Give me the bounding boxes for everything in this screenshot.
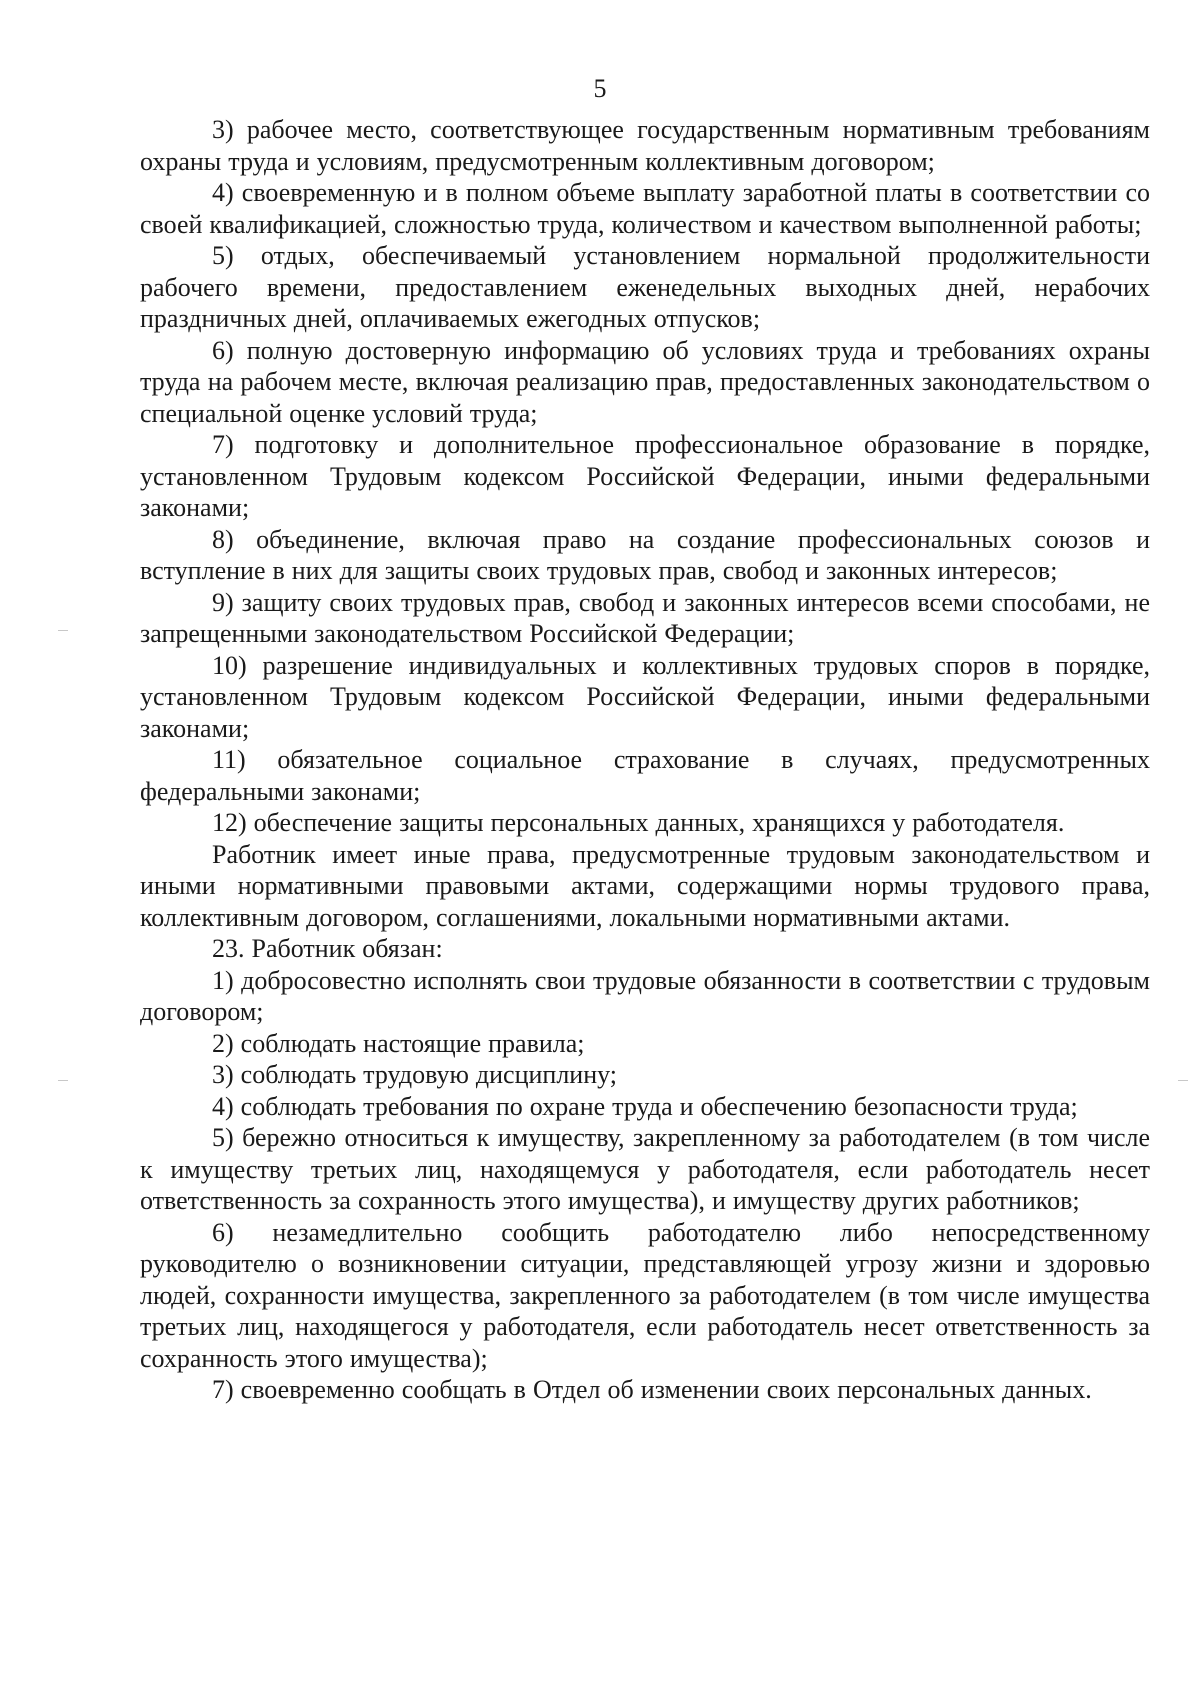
paragraph-item-3: 3) рабочее место, соответствующее государственным нормативным требованиям охраны труда и условиям, предусмотренным коллективным договором;	[140, 115, 1150, 176]
duty-item-7: 7) своевременно сообщать в Отдел об изменении своих персональных данных.	[212, 1375, 1092, 1404]
document-body	[140, 114, 1150, 1406]
scan-mark-right	[1178, 1080, 1188, 1081]
paragraph-item-10: 10) разрешение индивидуальных и коллективных трудовых споров в порядке, установленном Трудовым кодексом Российской Федерации, иными федеральными законами;	[140, 650, 1150, 743]
section-heading-23: 23. Работник обязан:	[212, 934, 443, 963]
paragraph-item-4: 4) своевременную и в полном объеме выплату заработной платы в соответствии со своей квалификацией, сложностью труда, количеством и качеством выполненной работы;	[140, 178, 1150, 239]
duty-item-5: 5) бережно относиться к имуществу, закрепленному за работодателем (в том числе к имуществу третьих лиц, находящемуся у работодателя, если работодатель несет ответственность за сохранность этого имущества), и имуществу других работников;	[140, 1123, 1150, 1215]
paragraph-item-9: 9) защиту своих трудовых прав, свобод и законных интересов всеми способами, не запрещенными законодательством Российской Федерации;	[140, 587, 1150, 648]
paragraph-item-7: 7) подготовку и дополнительное профессиональное образование в порядке, установленном Трудовым кодексом Российской Федерации, иными федеральными законами;	[140, 430, 1150, 522]
paragraph-item-12: 12) обеспечение защиты персональных данных, хранящихся у работодателя.	[212, 808, 1065, 837]
paragraph-item-11: 11) обязательное социальное страхование в случаях, предусмотренных федеральными законами;	[140, 745, 1150, 806]
paragraph-item-6: 6) полную достоверную информацию об условиях труда и требованиях охраны труда на рабочем месте, включая реализацию прав, предоставленных законодательством о специальной оценке условий труда;	[140, 335, 1150, 428]
duty-item-3: 3) соблюдать трудовую дисциплину;	[212, 1060, 618, 1089]
duty-item-4: 4) соблюдать требования по охране труда и обеспечению безопасности труда;	[212, 1091, 1078, 1121]
scan-mark-left-bottom	[58, 1080, 68, 1081]
duty-item-2: 2) соблюдать настоящие правила;	[212, 1028, 585, 1058]
paragraph-item-8: 8) объединение, включая право на создание профессиональных союзов и вступление в них для защиты своих трудовых прав, свобод и законных интересов;	[140, 524, 1150, 585]
scan-mark-left-top	[58, 630, 68, 631]
duty-item-6: 6) незамедлительно сообщить работодателю либо непосредственному руководителю о возникновении ситуации, представляющей угрозу жизни и здоровью людей, сохранности имущества, закрепленного за работодателем (в том числе имущества третьих лиц, находящегося у работодателя, если работодатель несет ответственность за сохранность этого имущества);	[140, 1217, 1150, 1373]
paragraph-item-5: 5) отдых, обеспечиваемый установлением нормальной продолжительности рабочего времени, предоставлением еженедельных выходных дней, нерабочих праздничных дней, оплачиваемых ежегодных отпусков;	[140, 241, 1150, 333]
duty-item-1: 1) добросовестно исполнять свои трудовые обязанности в соответствии с трудовым договором;	[140, 965, 1150, 1026]
page-number: 5	[593, 74, 607, 103]
paragraph-other-rights: Работник имеет иные права, предусмотренные трудовым законодательством и иными нормативными правовыми актами, содержащими нормы трудового права, коллективным договором, соглашениями, локальными нормативными актами.	[140, 839, 1150, 932]
